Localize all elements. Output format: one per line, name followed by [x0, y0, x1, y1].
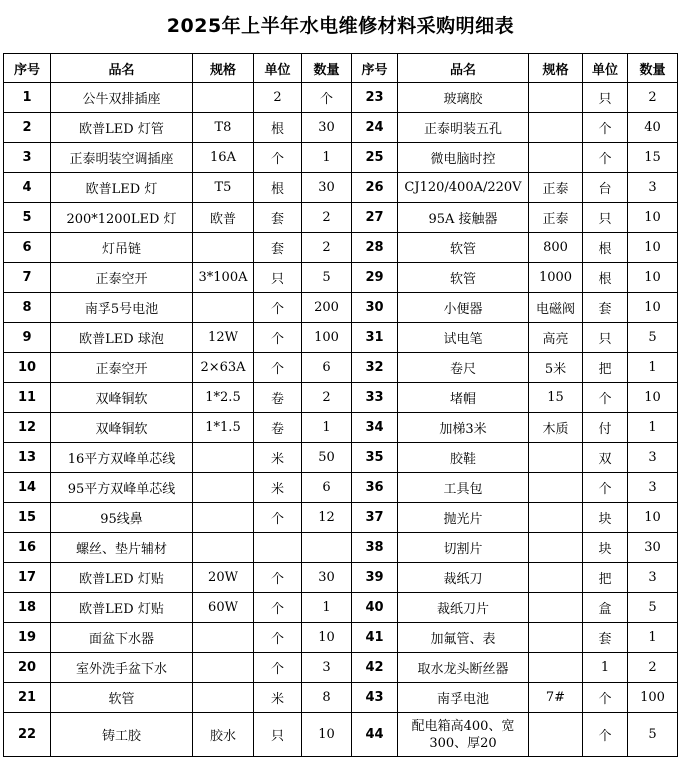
cell-index-left: 11 — [4, 383, 51, 413]
cell-qty-right: 40 — [628, 113, 678, 143]
cell-index-right: 36 — [352, 473, 398, 503]
cell-unit-right: 个 — [583, 473, 628, 503]
cell-index-right: 41 — [352, 623, 398, 653]
header-qty-right: 数量 — [628, 54, 678, 83]
cell-spec-left: T8 — [193, 113, 254, 143]
cell-spec-left: 20W — [193, 563, 254, 593]
table-row — [4, 533, 678, 563]
cell-unit-right: 个 — [583, 143, 628, 173]
cell-qty-left: 10 — [302, 623, 352, 653]
table-row — [4, 113, 678, 143]
cell-qty-left: 30 — [302, 113, 352, 143]
cell-name-right: 试电笔 — [398, 323, 529, 353]
cell-spec-right: 800 — [529, 233, 583, 263]
cell-name-right: 小便器 — [398, 293, 529, 323]
cell-qty-left — [302, 533, 352, 563]
cell-index-right: 34 — [352, 413, 398, 443]
cell-name-left: 95平方双峰单芯线 — [51, 473, 193, 503]
cell-unit-left: 2 — [254, 83, 302, 113]
cell-qty-right: 2 — [628, 653, 678, 683]
cell-qty-left: 2 — [302, 383, 352, 413]
cell-spec-left: 60W — [193, 593, 254, 623]
cell-qty-left: 30 — [302, 173, 352, 203]
table-row — [4, 83, 678, 113]
table-row — [4, 143, 678, 173]
cell-name-left: 正泰空开 — [51, 263, 193, 293]
table-body — [4, 83, 678, 757]
cell-unit-left: 个 — [254, 653, 302, 683]
table-row — [4, 503, 678, 533]
cell-spec-left — [193, 503, 254, 533]
cell-name-right: 裁纸刀片 — [398, 593, 529, 623]
cell-index-right: 31 — [352, 323, 398, 353]
cell-qty-left: 100 — [302, 323, 352, 353]
table-row — [4, 593, 678, 623]
cell-index-left: 6 — [4, 233, 51, 263]
cell-spec-right: 7# — [529, 683, 583, 713]
cell-spec-left: 2×63A — [193, 353, 254, 383]
cell-name-right: 堵帽 — [398, 383, 529, 413]
table-row — [4, 293, 678, 323]
cell-name-right: CJ120/400A/220V — [398, 173, 529, 203]
cell-unit-left: 米 — [254, 473, 302, 503]
cell-spec-right: 5米 — [529, 353, 583, 383]
cell-index-right: 37 — [352, 503, 398, 533]
cell-name-right: 加氟管、表 — [398, 623, 529, 653]
cell-name-right: 抛光片 — [398, 503, 529, 533]
cell-spec-right — [529, 473, 583, 503]
cell-index-left: 5 — [4, 203, 51, 233]
cell-qty-left: 6 — [302, 353, 352, 383]
cell-unit-left: 个 — [254, 323, 302, 353]
cell-qty-right: 3 — [628, 473, 678, 503]
cell-name-left: 软管 — [51, 683, 193, 713]
cell-unit-right: 双 — [583, 443, 628, 473]
cell-index-left: 3 — [4, 143, 51, 173]
cell-name-right: 加梯3米 — [398, 413, 529, 443]
cell-qty-right: 3 — [628, 563, 678, 593]
header-spec-left: 规格 — [193, 54, 254, 83]
cell-index-left: 8 — [4, 293, 51, 323]
cell-spec-right — [529, 593, 583, 623]
header-qty-left: 数量 — [302, 54, 352, 83]
cell-unit-right: 个 — [583, 713, 628, 757]
cell-unit-right: 块 — [583, 533, 628, 563]
cell-name-right: 微电脑时控 — [398, 143, 529, 173]
cell-name-left: 200*1200LED 灯 — [51, 203, 193, 233]
cell-index-left: 14 — [4, 473, 51, 503]
cell-spec-right: 高亮 — [529, 323, 583, 353]
cell-name-left: 灯吊链 — [51, 233, 193, 263]
cell-index-left: 1 — [4, 83, 51, 113]
cell-spec-right: 正泰 — [529, 203, 583, 233]
table-row — [4, 653, 678, 683]
cell-qty-left: 8 — [302, 683, 352, 713]
cell-unit-left: 米 — [254, 443, 302, 473]
cell-index-right: 38 — [352, 533, 398, 563]
cell-index-right: 33 — [352, 383, 398, 413]
cell-index-left: 13 — [4, 443, 51, 473]
cell-name-left: 95线鼻 — [51, 503, 193, 533]
cell-qty-right: 10 — [628, 383, 678, 413]
cell-index-left: 20 — [4, 653, 51, 683]
table-row — [4, 473, 678, 503]
cell-qty-right: 1 — [628, 413, 678, 443]
cell-name-right: 软管 — [398, 233, 529, 263]
cell-index-left: 21 — [4, 683, 51, 713]
cell-index-left: 9 — [4, 323, 51, 353]
cell-spec-right — [529, 713, 583, 757]
table-row — [4, 683, 678, 713]
cell-index-right: 35 — [352, 443, 398, 473]
cell-spec-left — [193, 293, 254, 323]
cell-index-right: 26 — [352, 173, 398, 203]
cell-name-left: 16平方双峰单芯线 — [51, 443, 193, 473]
cell-index-right: 23 — [352, 83, 398, 113]
cell-unit-right: 台 — [583, 173, 628, 203]
cell-spec-right — [529, 83, 583, 113]
cell-qty-right: 5 — [628, 593, 678, 623]
cell-qty-right: 1 — [628, 353, 678, 383]
cell-unit-right: 把 — [583, 353, 628, 383]
cell-spec-left — [193, 623, 254, 653]
cell-qty-left: 2 — [302, 203, 352, 233]
cell-unit-right: 块 — [583, 503, 628, 533]
cell-spec-right — [529, 533, 583, 563]
cell-unit-left: 个 — [254, 353, 302, 383]
cell-qty-left: 3 — [302, 653, 352, 683]
cell-unit-right: 根 — [583, 233, 628, 263]
cell-qty-left: 10 — [302, 713, 352, 757]
cell-unit-right: 只 — [583, 323, 628, 353]
cell-unit-right: 套 — [583, 293, 628, 323]
cell-spec-left: 欧普 — [193, 203, 254, 233]
table-row — [4, 323, 678, 353]
cell-index-left: 18 — [4, 593, 51, 623]
cell-name-left: 欧普LED 灯贴 — [51, 593, 193, 623]
cell-unit-right: 个 — [583, 683, 628, 713]
cell-index-right: 25 — [352, 143, 398, 173]
cell-name-right: 95A 接触器 — [398, 203, 529, 233]
header-unit-left: 单位 — [254, 54, 302, 83]
cell-name-left: 欧普LED 灯贴 — [51, 563, 193, 593]
cell-index-left: 15 — [4, 503, 51, 533]
cell-index-left: 2 — [4, 113, 51, 143]
cell-unit-right: 个 — [583, 383, 628, 413]
cell-qty-right: 10 — [628, 293, 678, 323]
cell-qty-right: 1 — [628, 623, 678, 653]
cell-index-right: 39 — [352, 563, 398, 593]
cell-spec-left — [193, 83, 254, 113]
cell-unit-right: 付 — [583, 413, 628, 443]
table-row — [4, 233, 678, 263]
cell-spec-left: 胶水 — [193, 713, 254, 757]
cell-name-right: 配电箱高400、宽300、厚20 — [398, 713, 529, 757]
cell-spec-left: 1*1.5 — [193, 413, 254, 443]
cell-spec-right: 正泰 — [529, 173, 583, 203]
cell-unit-left: 卷 — [254, 413, 302, 443]
cell-index-left: 4 — [4, 173, 51, 203]
header-name-left: 品名 — [51, 54, 193, 83]
cell-name-left: 欧普LED 灯管 — [51, 113, 193, 143]
cell-spec-right — [529, 503, 583, 533]
cell-name-left: 欧普LED 灯 — [51, 173, 193, 203]
cell-spec-left: T5 — [193, 173, 254, 203]
cell-unit-right: 个 — [583, 113, 628, 143]
cell-index-right: 29 — [352, 263, 398, 293]
cell-spec-right — [529, 143, 583, 173]
header-row — [4, 54, 678, 83]
cell-unit-left: 卷 — [254, 383, 302, 413]
cell-spec-left — [193, 653, 254, 683]
cell-spec-right — [529, 443, 583, 473]
cell-index-right: 27 — [352, 203, 398, 233]
cell-qty-left: 1 — [302, 413, 352, 443]
cell-qty-right: 5 — [628, 713, 678, 757]
table-row — [4, 623, 678, 653]
cell-name-left: 面盆下水器 — [51, 623, 193, 653]
cell-name-right: 裁纸刀 — [398, 563, 529, 593]
cell-unit-left: 个 — [254, 503, 302, 533]
cell-index-left: 16 — [4, 533, 51, 563]
table-row — [4, 383, 678, 413]
cell-unit-left: 米 — [254, 683, 302, 713]
cell-unit-left: 只 — [254, 263, 302, 293]
cell-name-left: 正泰空开 — [51, 353, 193, 383]
cell-name-left: 南孚5号电池 — [51, 293, 193, 323]
cell-name-left: 双峰铜软 — [51, 413, 193, 443]
materials-table — [3, 53, 678, 757]
table-row — [4, 353, 678, 383]
cell-unit-right: 1 — [583, 653, 628, 683]
cell-unit-left: 个 — [254, 623, 302, 653]
cell-spec-left: 1*2.5 — [193, 383, 254, 413]
cell-unit-left: 根 — [254, 113, 302, 143]
cell-unit-left: 个 — [254, 563, 302, 593]
cell-qty-right: 10 — [628, 263, 678, 293]
table-row — [4, 413, 678, 443]
cell-name-right: 工具包 — [398, 473, 529, 503]
cell-qty-right: 10 — [628, 233, 678, 263]
table-row — [4, 443, 678, 473]
cell-spec-left — [193, 443, 254, 473]
cell-unit-right: 根 — [583, 263, 628, 293]
cell-qty-left: 6 — [302, 473, 352, 503]
cell-unit-left: 套 — [254, 233, 302, 263]
cell-unit-left: 套 — [254, 203, 302, 233]
cell-name-right: 胶鞋 — [398, 443, 529, 473]
cell-index-left: 17 — [4, 563, 51, 593]
cell-spec-right — [529, 623, 583, 653]
cell-spec-left — [193, 473, 254, 503]
cell-unit-left: 个 — [254, 293, 302, 323]
cell-name-left: 螺丝、垫片辅材 — [51, 533, 193, 563]
cell-name-left: 铸工胶 — [51, 713, 193, 757]
cell-spec-right: 木质 — [529, 413, 583, 443]
cell-name-right: 软管 — [398, 263, 529, 293]
cell-qty-right: 3 — [628, 173, 678, 203]
header-spec-right: 规格 — [529, 54, 583, 83]
cell-spec-left: 12W — [193, 323, 254, 353]
cell-name-right: 玻璃胶 — [398, 83, 529, 113]
cell-name-right: 南孚电池 — [398, 683, 529, 713]
cell-name-left: 正泰明装空调插座 — [51, 143, 193, 173]
table-row — [4, 203, 678, 233]
cell-qty-left: 30 — [302, 563, 352, 593]
cell-index-right: 30 — [352, 293, 398, 323]
cell-qty-left: 5 — [302, 263, 352, 293]
cell-qty-left: 200 — [302, 293, 352, 323]
cell-qty-right: 100 — [628, 683, 678, 713]
cell-index-right: 24 — [352, 113, 398, 143]
cell-index-left: 22 — [4, 713, 51, 757]
cell-index-right: 42 — [352, 653, 398, 683]
cell-name-right: 正泰明装五孔 — [398, 113, 529, 143]
table-row — [4, 563, 678, 593]
cell-index-left: 7 — [4, 263, 51, 293]
cell-qty-left: 1 — [302, 143, 352, 173]
cell-name-right: 取水龙头断丝器 — [398, 653, 529, 683]
cell-spec-left — [193, 533, 254, 563]
cell-spec-left: 3*100A — [193, 263, 254, 293]
cell-index-left: 12 — [4, 413, 51, 443]
cell-spec-right: 15 — [529, 383, 583, 413]
cell-qty-right: 10 — [628, 503, 678, 533]
cell-unit-left: 个 — [254, 593, 302, 623]
cell-unit-right: 套 — [583, 623, 628, 653]
table-row — [4, 173, 678, 203]
cell-name-right: 切割片 — [398, 533, 529, 563]
cell-unit-left: 个 — [254, 143, 302, 173]
cell-index-right: 40 — [352, 593, 398, 623]
cell-qty-left: 12 — [302, 503, 352, 533]
cell-qty-right: 15 — [628, 143, 678, 173]
cell-unit-left: 只 — [254, 713, 302, 757]
cell-unit-right: 盒 — [583, 593, 628, 623]
cell-index-right: 32 — [352, 353, 398, 383]
cell-name-left: 双峰铜软 — [51, 383, 193, 413]
cell-unit-left — [254, 533, 302, 563]
cell-qty-right: 3 — [628, 443, 678, 473]
cell-unit-right: 把 — [583, 563, 628, 593]
cell-qty-left: 2 — [302, 233, 352, 263]
cell-qty-right: 5 — [628, 323, 678, 353]
cell-index-right: 28 — [352, 233, 398, 263]
table-row — [4, 263, 678, 293]
table-row — [4, 713, 678, 757]
cell-index-right: 43 — [352, 683, 398, 713]
cell-spec-right — [529, 563, 583, 593]
header-unit-right: 单位 — [583, 54, 628, 83]
cell-qty-left: 50 — [302, 443, 352, 473]
header-name-right: 品名 — [398, 54, 529, 83]
cell-qty-left: 1 — [302, 593, 352, 623]
cell-index-left: 19 — [4, 623, 51, 653]
cell-spec-left — [193, 683, 254, 713]
header-index-left: 序号 — [4, 54, 51, 83]
cell-name-left: 公牛双排插座 — [51, 83, 193, 113]
cell-spec-right — [529, 653, 583, 683]
page-title: 2025年上半年水电维修材料采购明细表 — [166, 15, 515, 37]
cell-spec-right: 1000 — [529, 263, 583, 293]
cell-qty-left: 个 — [302, 83, 352, 113]
cell-spec-left: 16A — [193, 143, 254, 173]
cell-qty-right: 2 — [628, 83, 678, 113]
cell-unit-right: 只 — [583, 83, 628, 113]
cell-index-right: 44 — [352, 713, 398, 757]
cell-unit-left: 根 — [254, 173, 302, 203]
cell-spec-left — [193, 233, 254, 263]
cell-qty-right: 30 — [628, 533, 678, 563]
cell-name-left: 室外洗手盆下水 — [51, 653, 193, 683]
cell-unit-right: 只 — [583, 203, 628, 233]
cell-qty-right: 10 — [628, 203, 678, 233]
cell-name-right: 卷尺 — [398, 353, 529, 383]
header-index-right: 序号 — [352, 54, 398, 83]
cell-index-left: 10 — [4, 353, 51, 383]
cell-spec-right: 电磁阀 — [529, 293, 583, 323]
cell-name-left: 欧普LED 球泡 — [51, 323, 193, 353]
cell-spec-right — [529, 113, 583, 143]
